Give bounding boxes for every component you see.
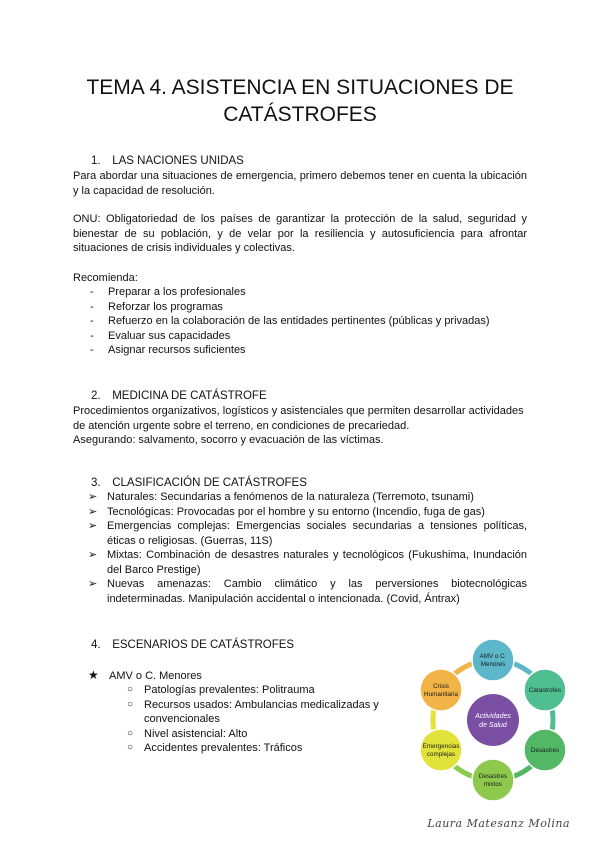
section-4-title: ESCENARIOS DE CATÁSTROFES: [112, 639, 295, 651]
section-3-title: CLASIFICACIÓN DE CATÁSTROFES: [112, 477, 307, 489]
center-circle: [467, 694, 519, 746]
cycle-node-circle: [420, 729, 462, 771]
cycle-node-label: AMV o C.: [479, 653, 507, 660]
list-item: - Asignar recursos suficientes: [90, 344, 246, 357]
list-item: ○ Accidentes prevalentes: Tráficos: [127, 742, 303, 754]
list-item: - Evaluar sus capacidades: [90, 329, 231, 342]
author-signature: Laura Matesanz Molina: [427, 817, 570, 830]
center-node: [467, 694, 519, 746]
cycle-node-label: Emergencias: [422, 743, 460, 750]
cycle-node-circle: [420, 669, 462, 711]
arrow-marker-icon: ➢: [88, 491, 98, 503]
health-activities-cycle-diagram: [397, 633, 589, 803]
cycle-node-label: Catastrofes: [528, 687, 562, 694]
list-item: - Preparar a los profesionales: [90, 286, 246, 298]
list-item: ○ Nivel asistencial: Alto: [127, 727, 248, 740]
section-1-paragraph-1: Para abordar una situaciones de emergencia, primero debemos tener en cuenta la ubicación y la capacidad de resolución.: [73, 170, 527, 197]
section-2-number: 2.: [91, 390, 101, 402]
section-2-paragraph-1: Procedimientos organizativos, logísticos y asistenciales que permiten desarrollar actividades de atención urgente sobre el terreno, en condiciones de precariedad.: [73, 405, 524, 432]
arrow-marker-icon: ➢: [88, 520, 98, 532]
list-item: ➢ Nuevas amenazas: Cambio climático y las perversiones biotecnológicas indeterminadas. Manipulación accidental o intencionada. (Covid, Ántrax): [88, 578, 527, 605]
list-item: ➢ Mixtas: Combinación de desastres naturales y tecnológicos (Fukushima, Inundación del Barco Prestige): [88, 549, 527, 576]
list-item: - Reforzar los programas: [90, 300, 223, 313]
circle-marker-icon: ○: [127, 684, 134, 695]
list-item: - Refuerzo en la colaboración de las entidades pertinentes (públicas y privadas): [90, 315, 490, 328]
list-item: ➢ Naturales: Secundarias a fenómenos de la naturaleza (Terremoto, tsunami): [88, 491, 474, 503]
section-2-title: MEDICINA DE CATÁSTROFE: [112, 390, 267, 402]
classification-list: [73, 490, 527, 606]
page-title: [60, 74, 540, 128]
title-line-1: TEMA 4. ASISTENCIA EN SITUACIONES DE: [86, 76, 514, 99]
center-label-line-2: de Salud: [479, 722, 507, 729]
dash-marker: -: [90, 300, 94, 313]
recommendations-list: [73, 285, 527, 358]
cycle-node-circle: [472, 759, 514, 801]
section-3-number: 3.: [91, 477, 101, 489]
cycle-node-label: Crisis: [433, 683, 449, 690]
list-item: ○ Recursos usados: Ambulancias medicalizadas y convencionales: [127, 698, 379, 725]
list-item: ○ Patologías prevalentes: Politrauma: [127, 684, 315, 696]
arrow-marker-icon: ➢: [88, 578, 98, 590]
star-item-label: AMV o C. Menores: [109, 670, 202, 682]
dash-marker: -: [90, 286, 94, 298]
cycle-node-label: Humanitaria: [424, 691, 459, 698]
cycle-node-label: Desastres: [530, 747, 560, 754]
cycle-node-label: Desastres: [478, 773, 508, 780]
circle-marker-icon: ○: [127, 698, 134, 710]
cycle-node-label: Menores: [480, 661, 506, 668]
cycle-node-circle: [472, 639, 514, 681]
section-1-heading: [91, 154, 244, 169]
title-line-2: CATÁSTROFES: [223, 103, 377, 126]
scenario-details-list: [127, 683, 389, 756]
list-item: ➢ Tecnológicas: Provocadas por el hombre y su entorno (Incendio, fuga de gas): [88, 505, 485, 518]
recomienda-label: Recomienda:: [73, 272, 138, 284]
section-2-heading: [91, 389, 267, 404]
section-1-paragraph-2: ONU: Obligatoriedad de los países de garantizar la protección de la salud, seguridad y bienestar de su población, y de velar por la resiliencia y autosuficiencia para afrontar situaciones de crisis individuales y colectivas.: [73, 213, 527, 254]
section-4-number: 4.: [91, 639, 101, 651]
section-4-heading: [91, 638, 294, 653]
arrow-marker-icon: ➢: [88, 549, 98, 561]
section-1-title: LAS NACIONES UNIDAS: [112, 155, 244, 167]
cycle-node-label: mixtos: [483, 781, 503, 788]
list-item: ➢ Emergencias complejas: Emergencias sociales secundarias a tensiones políticas, éticas o religiosas. (Guerras, 11S): [88, 520, 527, 547]
section-1-number: 1.: [91, 155, 101, 167]
dash-marker: -: [90, 315, 94, 328]
dash-marker: -: [90, 344, 94, 357]
section-3-heading: [91, 476, 307, 491]
arrow-marker-icon: ➢: [88, 505, 98, 518]
circle-marker-icon: ○: [127, 727, 134, 739]
center-label-line-1: Actividades: [475, 713, 511, 720]
dash-marker: -: [90, 329, 94, 342]
circle-marker-icon: ○: [127, 742, 134, 753]
star-icon: ★: [88, 668, 99, 682]
section-2-paragraph-2: Asegurando: salvamento, socorro y evacuación de las víctimas.: [73, 434, 384, 446]
cycle-node-label: complejas: [426, 751, 456, 758]
